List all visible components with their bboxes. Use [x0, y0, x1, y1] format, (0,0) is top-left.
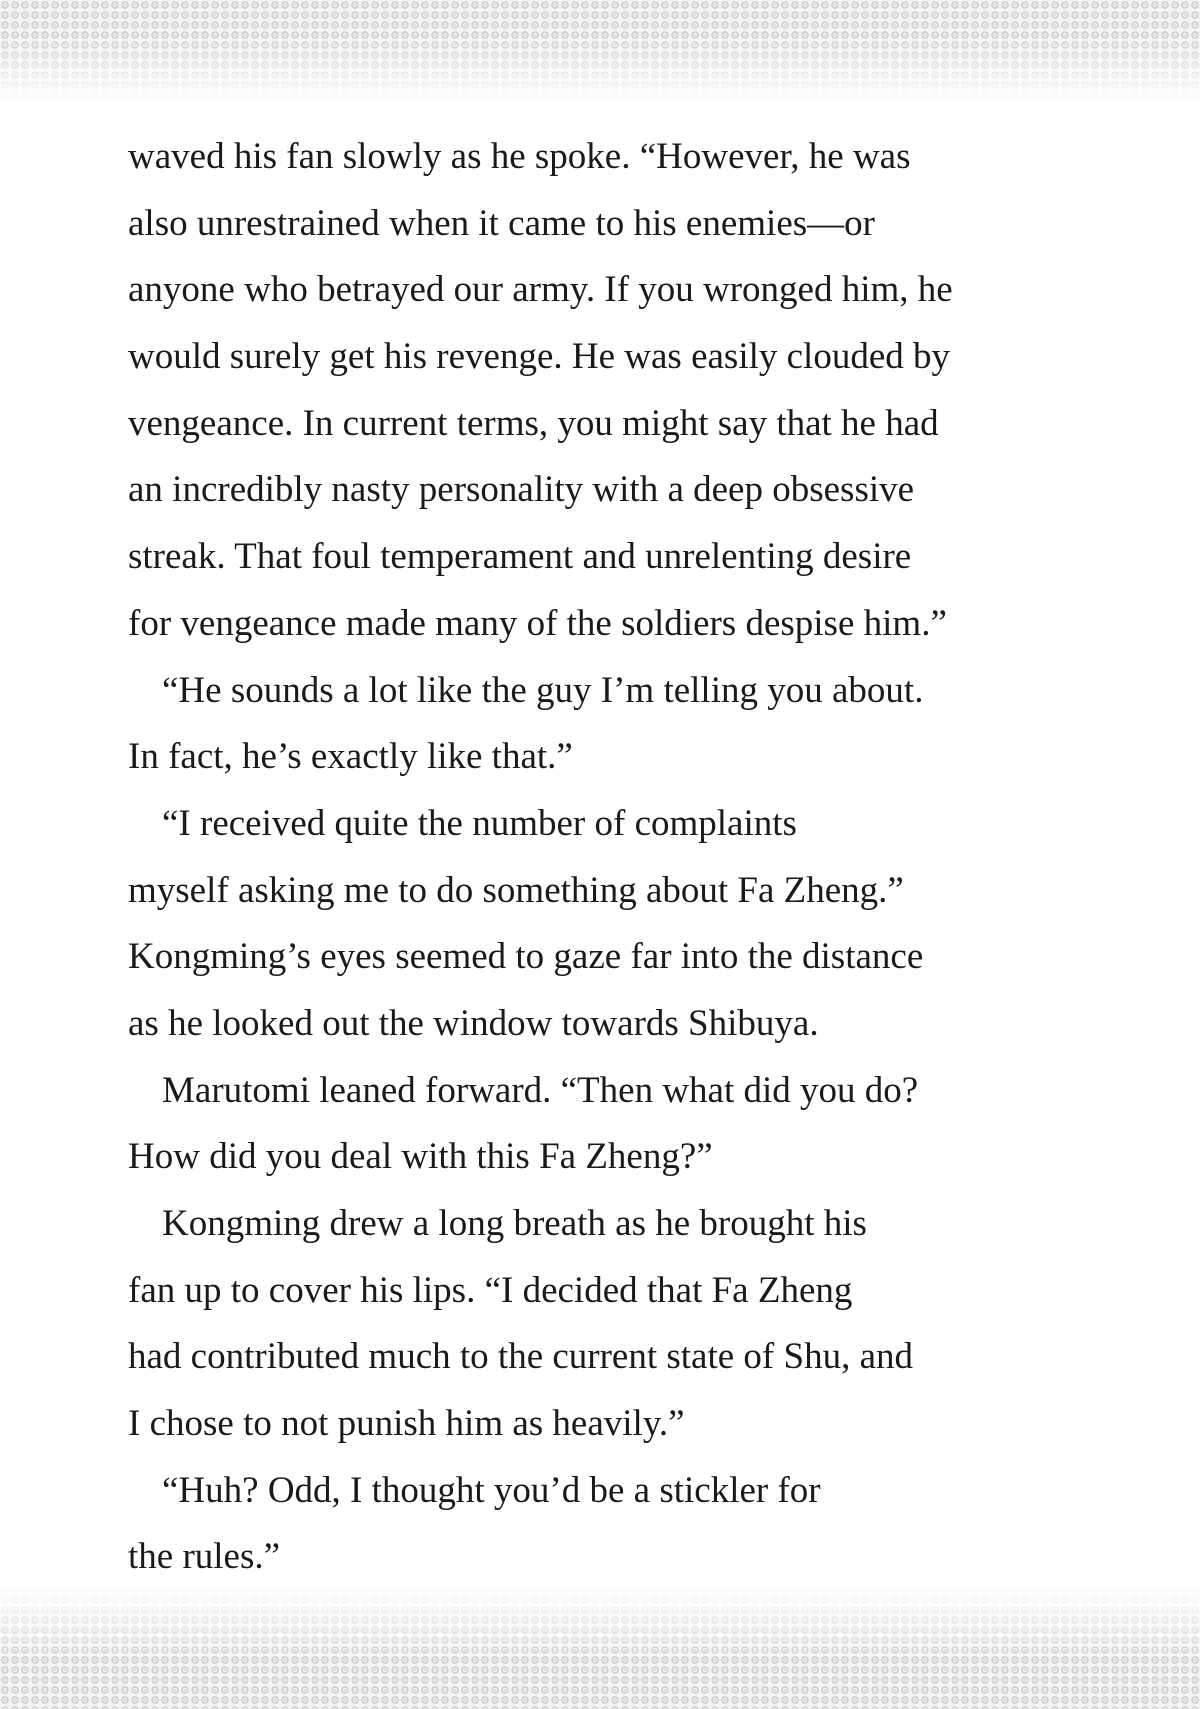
- text-line: “Huh? Odd, I thought you’d be a stickler for: [162, 1469, 821, 1511]
- text-line: “He sounds a lot like the guy I’m telling you about.: [162, 669, 924, 711]
- text-line: “I received quite the number of complaints: [162, 802, 797, 844]
- text-line: the rules.”: [128, 1536, 281, 1578]
- text-line: an incredibly nasty personality with a deep obsessive: [128, 469, 915, 511]
- text-line: fan up to cover his lips. “I decided that Fa Zheng: [128, 1269, 853, 1311]
- text-line: How did you deal with this Fa Zheng?”: [128, 1136, 713, 1178]
- text-line: for vengeance made many of the soldiers despise him.”: [128, 602, 947, 644]
- text-line: Marutomi leaned forward. “Then what did you do?: [162, 1069, 919, 1111]
- top-decorative-pattern-band: [0, 0, 1200, 104]
- text-line: Kongming’s eyes seemed to gaze far into the distance: [128, 936, 924, 978]
- text-line: as he looked out the window towards Shibuya.: [128, 1002, 819, 1044]
- text-line: had contributed much to the current state of Shu, and: [128, 1336, 914, 1378]
- text-line: would surely get his revenge. He was easily clouded by: [128, 336, 951, 378]
- text-line: Kongming drew a long breath as he brought his: [162, 1203, 867, 1244]
- text-line: streak. That foul temperament and unrelenting desire: [128, 536, 912, 578]
- text-line: I chose to not punish him as heavily.”: [128, 1403, 685, 1445]
- text-line: myself asking me to do something about Fa Zheng.”: [128, 869, 904, 911]
- text-line: also unrestrained when it came to his enemies—or: [128, 202, 875, 244]
- text-line: waved his fan slowly as he spoke. “However, he was: [128, 136, 911, 177]
- text-line: vengeance. In current terms, you might say that he had: [128, 402, 939, 444]
- bottom-decorative-pattern-band: [0, 1585, 1200, 1709]
- text-line: anyone who betrayed our army. If you wronged him, he: [128, 269, 953, 311]
- text-line: In fact, he’s exactly like that.”: [128, 736, 573, 778]
- page-body-text: [128, 124, 1078, 1591]
